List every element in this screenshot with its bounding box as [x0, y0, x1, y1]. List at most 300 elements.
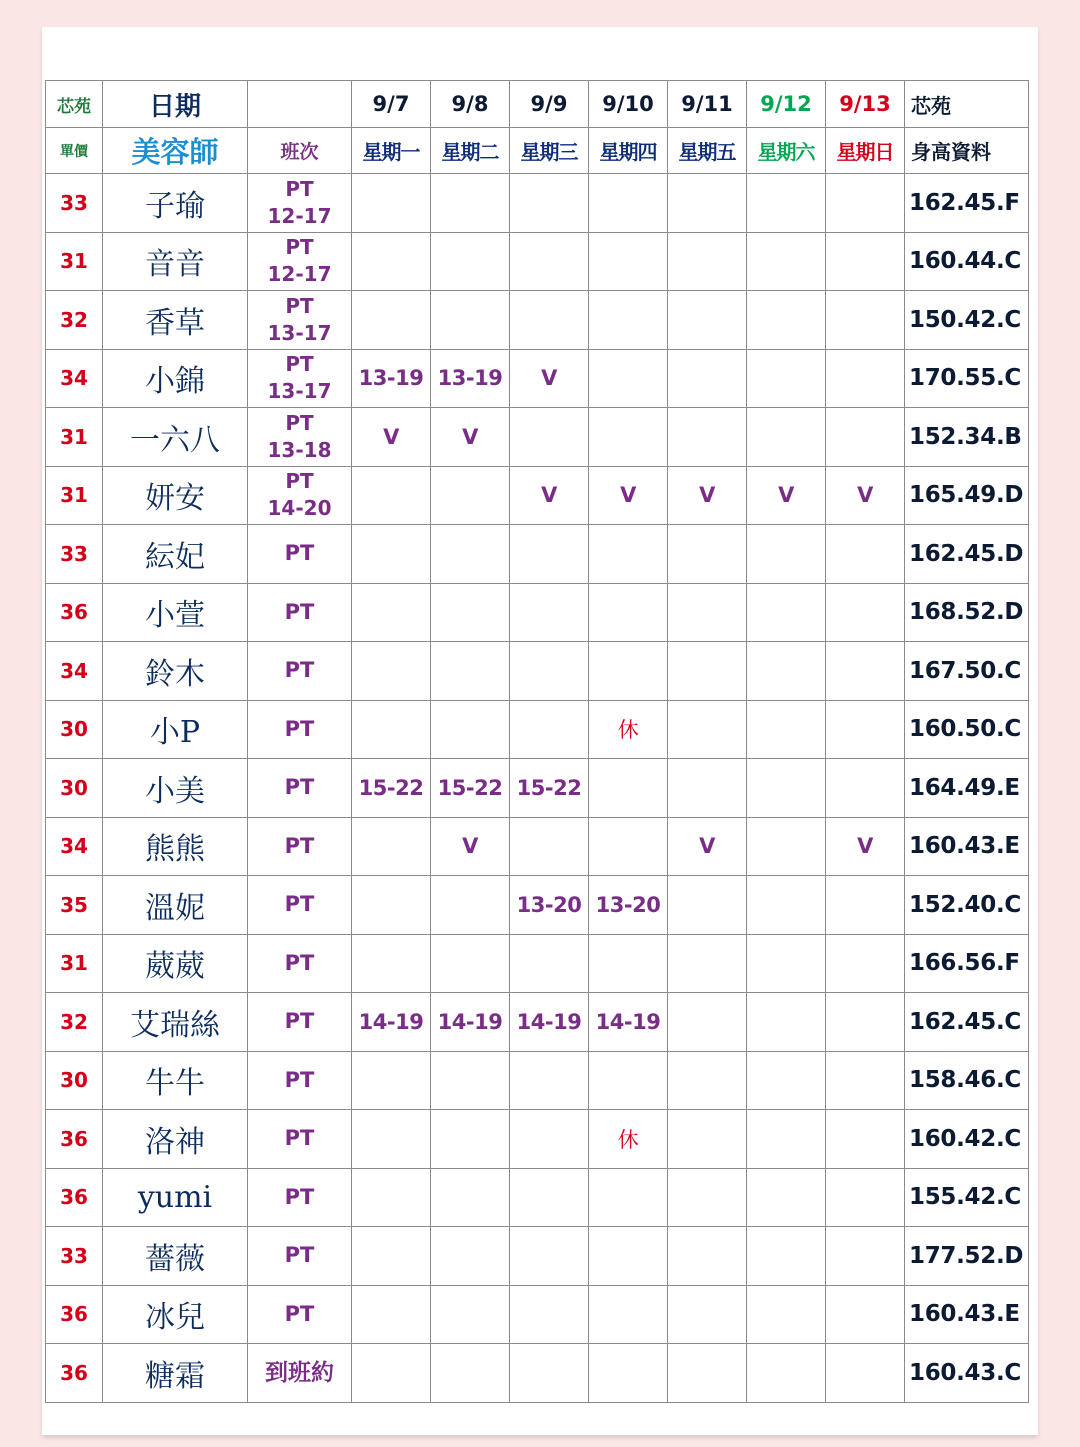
day-cell-5 [747, 408, 826, 467]
day-cell-5 [747, 232, 826, 291]
table-row [46, 1344, 1029, 1403]
day-cell-6 [826, 349, 905, 408]
shift-hours: 14-20 [267, 496, 332, 521]
day-cell-2 [510, 291, 589, 350]
shift-type: PT [285, 410, 314, 435]
day-cell-3 [589, 174, 668, 233]
shift-type: PT [285, 469, 314, 494]
table-row [46, 934, 1029, 993]
beautician-name: 鈴木 [103, 642, 248, 701]
shift-type: PT [284, 1126, 315, 1151]
beautician-name: 一六八 [103, 408, 248, 467]
day-cell-0 [352, 1168, 431, 1227]
beautician-name: 妍安 [103, 466, 248, 525]
day-cell-4 [668, 174, 747, 233]
day-cell-0 [352, 583, 431, 642]
shift-hours: 13-17 [267, 379, 332, 404]
day-date-0: 9/7 [352, 81, 431, 128]
height-data: 152.34.B [905, 408, 1029, 467]
day-cell-4 [668, 349, 747, 408]
day-cell-4 [668, 1168, 747, 1227]
day-cell-4 [668, 1344, 747, 1403]
shift-cell [248, 1227, 352, 1286]
day-cell-4 [668, 642, 747, 701]
price-label: 單價 [46, 128, 103, 174]
beautician-name: 冰兒 [103, 1285, 248, 1344]
day-cell-0 [352, 466, 431, 525]
day-cell-1 [431, 700, 510, 759]
day-cell-3 [589, 1051, 668, 1110]
shift-header-blank [248, 81, 352, 128]
day-cell-4: V [668, 466, 747, 525]
day-cell-2 [510, 525, 589, 584]
day-cell-4 [668, 1051, 747, 1110]
beautician-label: 美容師 [103, 128, 248, 174]
height-brand-label: 芯苑 [905, 81, 1029, 128]
day-cell-3 [589, 817, 668, 876]
day-cell-3 [589, 642, 668, 701]
day-cell-2 [510, 934, 589, 993]
shift-cell [248, 700, 352, 759]
schedule-table [45, 80, 1029, 1403]
height-data: 158.46.C [905, 1051, 1029, 1110]
day-cell-6 [826, 291, 905, 350]
day-cell-3 [589, 525, 668, 584]
shift-type: PT [285, 293, 314, 318]
day-cell-4 [668, 291, 747, 350]
table-row [46, 1227, 1029, 1286]
unit-price: 30 [46, 700, 103, 759]
shift-type: PT [284, 1243, 315, 1268]
shift-cell [248, 1285, 352, 1344]
shift-type: PT [284, 716, 315, 741]
day-cell-0 [352, 525, 431, 584]
day-cell-5 [747, 583, 826, 642]
day-cell-1 [431, 642, 510, 701]
day-cell-4 [668, 408, 747, 467]
day-cell-3 [589, 934, 668, 993]
day-cell-2 [510, 700, 589, 759]
day-cell-5 [747, 174, 826, 233]
day-cell-1 [431, 934, 510, 993]
unit-price: 32 [46, 291, 103, 350]
day-cell-6 [826, 1344, 905, 1403]
shift-cell [248, 759, 352, 818]
shift-type: PT [284, 658, 315, 683]
unit-price: 36 [46, 583, 103, 642]
unit-price: 32 [46, 993, 103, 1052]
day-cell-4 [668, 1285, 747, 1344]
day-cell-1: 15-22 [431, 759, 510, 818]
shift-type: PT [284, 950, 315, 975]
day-cell-3 [589, 759, 668, 818]
day-cell-1 [431, 1285, 510, 1344]
day-cell-6 [826, 408, 905, 467]
day-cell-2: V [510, 466, 589, 525]
day-cell-5 [747, 700, 826, 759]
shift-cell [248, 174, 352, 233]
day-cell-2 [510, 642, 589, 701]
day-cell-2 [510, 1168, 589, 1227]
day-cell-6 [826, 1051, 905, 1110]
beautician-name: 小萱 [103, 583, 248, 642]
day-cell-6: V [826, 817, 905, 876]
unit-price: 33 [46, 174, 103, 233]
shift-cell [248, 291, 352, 350]
day-cell-0: 15-22 [352, 759, 431, 818]
shift-type: PT [284, 833, 315, 858]
day-cell-1 [431, 583, 510, 642]
day-cell-2: 13-20 [510, 876, 589, 935]
day-cell-0 [352, 232, 431, 291]
height-data: 164.49.E [905, 759, 1029, 818]
shift-cell [248, 876, 352, 935]
beautician-name: yumi [103, 1168, 248, 1227]
unit-price: 31 [46, 408, 103, 467]
table-row [46, 466, 1029, 525]
day-dow-5: 星期六 [747, 128, 826, 174]
height-data: 167.50.C [905, 642, 1029, 701]
day-cell-0 [352, 934, 431, 993]
shift-type: PT [284, 1009, 315, 1034]
shift-type: PT [284, 599, 315, 624]
day-cell-0: 13-19 [352, 349, 431, 408]
table-row [46, 993, 1029, 1052]
shift-cell [248, 583, 352, 642]
day-cell-3: 休 [589, 700, 668, 759]
day-cell-1 [431, 466, 510, 525]
unit-price: 30 [46, 759, 103, 818]
day-cell-0 [352, 174, 431, 233]
day-cell-0 [352, 700, 431, 759]
beautician-name: 小錦 [103, 349, 248, 408]
unit-price: 33 [46, 1227, 103, 1286]
beautician-name: 牛牛 [103, 1051, 248, 1110]
beautician-name: 子瑜 [103, 174, 248, 233]
day-date-5: 9/12 [747, 81, 826, 128]
table-row [46, 232, 1029, 291]
day-cell-3: 休 [589, 1110, 668, 1169]
shift-type: PT [285, 176, 314, 201]
shift-hours: 13-17 [267, 320, 332, 345]
height-data: 166.56.F [905, 934, 1029, 993]
height-data: 160.43.E [905, 817, 1029, 876]
table-row [46, 291, 1029, 350]
day-cell-4 [668, 876, 747, 935]
height-data: 155.42.C [905, 1168, 1029, 1227]
day-cell-3 [589, 291, 668, 350]
beautician-name: 小美 [103, 759, 248, 818]
beautician-name: 糖霜 [103, 1344, 248, 1403]
day-dow-3: 星期四 [589, 128, 668, 174]
unit-price: 34 [46, 817, 103, 876]
day-cell-5 [747, 1344, 826, 1403]
day-date-3: 9/10 [589, 81, 668, 128]
day-cell-4 [668, 1110, 747, 1169]
shift-type: PT [285, 352, 314, 377]
height-data: 160.43.E [905, 1285, 1029, 1344]
day-cell-6: V [826, 466, 905, 525]
shift-type: PT [284, 1184, 315, 1209]
day-cell-1: 14-19 [431, 993, 510, 1052]
day-cell-3 [589, 1227, 668, 1286]
shift-cell [248, 817, 352, 876]
beautician-name: 溫妮 [103, 876, 248, 935]
shift-type: PT [284, 892, 315, 917]
unit-price: 30 [46, 1051, 103, 1110]
day-cell-4 [668, 700, 747, 759]
day-cell-6 [826, 759, 905, 818]
shift-type: PT [284, 1301, 315, 1326]
day-cell-1 [431, 232, 510, 291]
day-cell-2 [510, 583, 589, 642]
day-dow-2: 星期三 [510, 128, 589, 174]
day-cell-6 [826, 174, 905, 233]
height-data: 160.50.C [905, 700, 1029, 759]
height-data: 168.52.D [905, 583, 1029, 642]
day-cell-6 [826, 876, 905, 935]
beautician-name: 葳葳 [103, 934, 248, 993]
table-row [46, 525, 1029, 584]
shift-cell [248, 466, 352, 525]
day-cell-4 [668, 934, 747, 993]
day-date-4: 9/11 [668, 81, 747, 128]
shift-cell [248, 525, 352, 584]
beautician-name: 香草 [103, 291, 248, 350]
day-cell-3: 14-19 [589, 993, 668, 1052]
table-row [46, 349, 1029, 408]
day-cell-0 [352, 1051, 431, 1110]
day-cell-5 [747, 349, 826, 408]
day-cell-0 [352, 876, 431, 935]
shift-label: 班次 [248, 128, 352, 174]
table-row [46, 1168, 1029, 1227]
day-cell-5 [747, 934, 826, 993]
shift-hours: 12-17 [267, 203, 332, 228]
shift-cell [248, 642, 352, 701]
table-row [46, 1051, 1029, 1110]
day-cell-0 [352, 1110, 431, 1169]
height-data: 160.42.C [905, 1110, 1029, 1169]
day-cell-3 [589, 583, 668, 642]
day-cell-0: 14-19 [352, 993, 431, 1052]
day-date-1: 9/8 [431, 81, 510, 128]
shift-cell [248, 408, 352, 467]
table-row [46, 583, 1029, 642]
day-cell-6 [826, 934, 905, 993]
day-cell-4 [668, 993, 747, 1052]
day-cell-3 [589, 408, 668, 467]
table-row [46, 1285, 1029, 1344]
day-cell-3 [589, 349, 668, 408]
shift-cell [248, 1051, 352, 1110]
date-label: 日期 [103, 81, 248, 128]
height-data: 160.43.C [905, 1344, 1029, 1403]
day-cell-4 [668, 759, 747, 818]
day-cell-5 [747, 993, 826, 1052]
shift-type: PT [284, 541, 315, 566]
day-cell-2 [510, 1227, 589, 1286]
shift-cell [248, 1110, 352, 1169]
day-dow-1: 星期二 [431, 128, 510, 174]
day-cell-6 [826, 1168, 905, 1227]
day-cell-0 [352, 817, 431, 876]
day-cell-2 [510, 232, 589, 291]
day-cell-5: V [747, 466, 826, 525]
day-cell-2: 15-22 [510, 759, 589, 818]
day-cell-6 [826, 642, 905, 701]
day-cell-6 [826, 583, 905, 642]
day-cell-2 [510, 1344, 589, 1403]
day-cell-0 [352, 291, 431, 350]
unit-price: 36 [46, 1285, 103, 1344]
day-cell-4 [668, 583, 747, 642]
height-data: 162.45.C [905, 993, 1029, 1052]
day-cell-0 [352, 642, 431, 701]
beautician-name: 小P [103, 700, 248, 759]
beautician-name: 洛神 [103, 1110, 248, 1169]
day-cell-3: 13-20 [589, 876, 668, 935]
header-row-dates [46, 81, 1029, 128]
height-label: 身高資料 [905, 128, 1029, 174]
beautician-name: 熊熊 [103, 817, 248, 876]
day-cell-0: V [352, 408, 431, 467]
day-cell-0 [352, 1344, 431, 1403]
day-cell-5 [747, 1285, 826, 1344]
day-cell-6 [826, 1227, 905, 1286]
day-cell-2 [510, 817, 589, 876]
table-row [46, 817, 1029, 876]
day-cell-2: 14-19 [510, 993, 589, 1052]
day-cell-2 [510, 1051, 589, 1110]
day-cell-5 [747, 1227, 826, 1286]
day-cell-1 [431, 1227, 510, 1286]
day-cell-1 [431, 876, 510, 935]
day-cell-5 [747, 1168, 826, 1227]
shift-type: 到班約 [265, 1359, 334, 1387]
height-data: 152.40.C [905, 876, 1029, 935]
shift-hours: 12-17 [267, 262, 332, 287]
unit-price: 35 [46, 876, 103, 935]
height-data: 165.49.D [905, 466, 1029, 525]
day-dow-4: 星期五 [668, 128, 747, 174]
height-data: 162.45.D [905, 525, 1029, 584]
shift-hours: 13-18 [267, 437, 332, 462]
day-cell-4 [668, 1227, 747, 1286]
day-dow-0: 星期一 [352, 128, 431, 174]
day-cell-2 [510, 174, 589, 233]
day-cell-1: V [431, 408, 510, 467]
day-cell-1 [431, 1344, 510, 1403]
height-data: 150.42.C [905, 291, 1029, 350]
day-cell-1: 13-19 [431, 349, 510, 408]
day-cell-1 [431, 1051, 510, 1110]
beautician-name: 紜妃 [103, 525, 248, 584]
day-cell-5 [747, 642, 826, 701]
shift-type: PT [284, 775, 315, 800]
table-row [46, 408, 1029, 467]
day-cell-2 [510, 1285, 589, 1344]
unit-price: 36 [46, 1168, 103, 1227]
day-cell-1 [431, 1110, 510, 1169]
day-cell-0 [352, 1285, 431, 1344]
day-dow-6: 星期日 [826, 128, 905, 174]
day-cell-6 [826, 1110, 905, 1169]
day-cell-3 [589, 1285, 668, 1344]
height-data: 170.55.C [905, 349, 1029, 408]
shift-cell [248, 232, 352, 291]
table-row [46, 642, 1029, 701]
day-date-6: 9/13 [826, 81, 905, 128]
shift-type: PT [285, 235, 314, 260]
day-cell-1 [431, 525, 510, 584]
day-cell-6 [826, 993, 905, 1052]
table-row [46, 1110, 1029, 1169]
shift-type: PT [284, 1067, 315, 1092]
beautician-name: 艾瑞絲 [103, 993, 248, 1052]
day-cell-4: V [668, 817, 747, 876]
day-cell-6 [826, 232, 905, 291]
day-cell-5 [747, 525, 826, 584]
day-cell-1 [431, 1168, 510, 1227]
shift-cell [248, 934, 352, 993]
unit-price: 31 [46, 934, 103, 993]
shift-cell [248, 1168, 352, 1227]
day-cell-1: V [431, 817, 510, 876]
day-cell-2 [510, 1110, 589, 1169]
table-row [46, 174, 1029, 233]
day-cell-1 [431, 174, 510, 233]
unit-price: 36 [46, 1110, 103, 1169]
day-cell-6 [826, 1285, 905, 1344]
table-row [46, 876, 1029, 935]
height-data: 177.52.D [905, 1227, 1029, 1286]
day-cell-5 [747, 1051, 826, 1110]
day-cell-3: V [589, 466, 668, 525]
day-cell-6 [826, 700, 905, 759]
day-cell-5 [747, 876, 826, 935]
day-cell-4 [668, 525, 747, 584]
beautician-name: 音音 [103, 232, 248, 291]
unit-price: 36 [46, 1344, 103, 1403]
day-cell-0 [352, 1227, 431, 1286]
day-cell-5 [747, 1110, 826, 1169]
day-cell-5 [747, 291, 826, 350]
day-cell-3 [589, 1344, 668, 1403]
height-data: 162.45.F [905, 174, 1029, 233]
height-data: 160.44.C [905, 232, 1029, 291]
brand-label: 芯苑 [46, 81, 103, 128]
day-cell-2 [510, 408, 589, 467]
table-row [46, 759, 1029, 818]
unit-price: 31 [46, 466, 103, 525]
day-cell-4 [668, 232, 747, 291]
shift-cell [248, 993, 352, 1052]
unit-price: 34 [46, 349, 103, 408]
unit-price: 33 [46, 525, 103, 584]
header-row-labels [46, 128, 1029, 174]
shift-cell [248, 1344, 352, 1403]
day-cell-1 [431, 291, 510, 350]
schedule-sheet [42, 27, 1038, 1435]
day-cell-5 [747, 817, 826, 876]
table-row [46, 700, 1029, 759]
day-cell-2: V [510, 349, 589, 408]
unit-price: 34 [46, 642, 103, 701]
day-cell-3 [589, 1168, 668, 1227]
shift-cell [248, 349, 352, 408]
day-date-2: 9/9 [510, 81, 589, 128]
